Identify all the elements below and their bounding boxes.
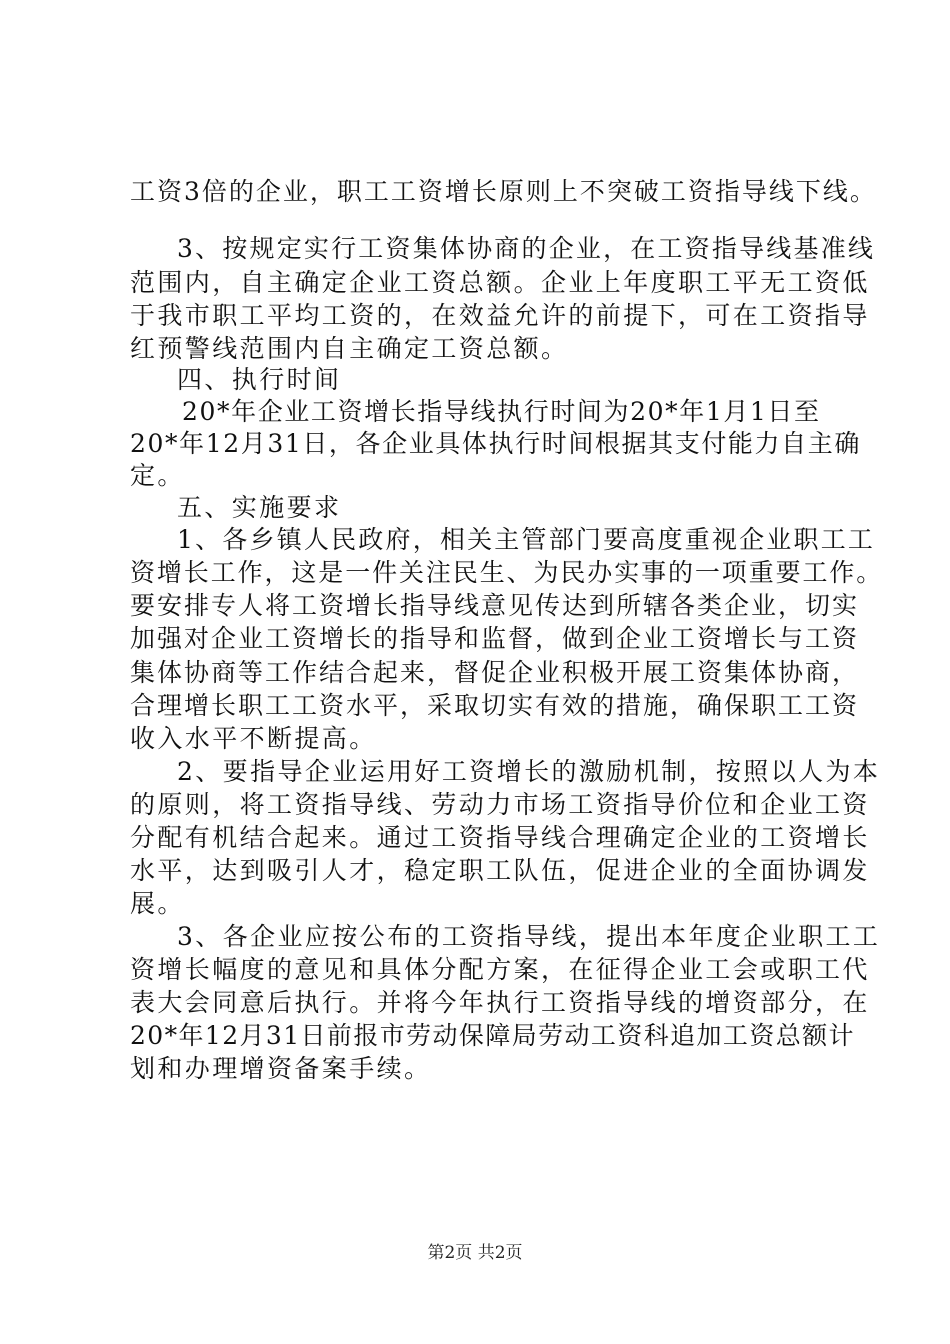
text-line: 表大会同意后执行。并将今年执行工资指导线的增资部分，在 (130, 988, 870, 1017)
text-line: 水平，达到吸引人才，稳定职工队伍，促进企业的全面协调发 (130, 856, 870, 885)
text-line: 加强对企业工资增长的指导和监督，做到企业工资增长与工资 (130, 624, 860, 653)
execution-time-paragraph-start: 20*年企业工资增长指导线执行时间为20*年1月1日至 (182, 397, 821, 426)
text-line: 资增长幅度的意见和具体分配方案，在征得企业工会或职工代 (130, 955, 870, 984)
section-heading-execution-time: 四、执行时间 (177, 365, 342, 394)
text-line: 的原则，将工资指导线、劳动力市场工资指导价位和企业工资 (130, 790, 870, 819)
text-line: 集体协商等工作结合起来，督促企业积极开展工资集体协商， (130, 658, 860, 687)
text-line: 定。 (130, 461, 185, 490)
requirement-3-start: 3、各企业应按公布的工资指导线，提出本年度企业职工工 (177, 922, 881, 951)
text-line: 20*年12月31日前报市劳动保障局劳动工资科追加工资总额计 (130, 1021, 855, 1050)
text-line: 划和办理增资备案手续。 (130, 1054, 432, 1083)
requirement-2-start: 2、要指导企业运用好工资增长的激励机制，按照以人为本 (177, 757, 881, 786)
text-line: 要安排专人将工资增长指导线意见传达到所辖各类企业，切实 (130, 591, 860, 620)
text-line: 于我市职工平均工资的，在效益允许的前提下，可在工资指导 (130, 301, 870, 330)
text-line: 分配有机结合起来。通过工资指导线合理确定企业的工资增长 (130, 823, 870, 852)
text-line: 展。 (130, 889, 185, 918)
paragraph-3-start: 3、按规定实行工资集体协商的企业，在工资指导线基准线 (177, 234, 876, 263)
text-line: 20*年12月31日，各企业具体执行时间根据其支付能力自主确 (130, 429, 861, 458)
requirement-1-start: 1、各乡镇人民政府，相关主管部门要高度重视企业职工工 (177, 525, 876, 554)
section-heading-implementation: 五、实施要求 (177, 493, 342, 522)
text-line: 工资3倍的企业，职工工资增长原则上不突破工资指导线下线。 (130, 177, 877, 206)
text-line: 合理增长职工工资水平，采取切实有效的措施，确保职工工资 (130, 691, 860, 720)
text-line: 收入水平不断提高。 (130, 724, 377, 753)
text-line: 资增长工作，这是一件关注民生、为民办实事的一项重要工作。 (130, 558, 884, 587)
text-line: 范围内，自主确定企业工资总额。企业上年度职工平无工资低 (130, 268, 870, 297)
text-line: 红预警线范围内自主确定工资总额。 (130, 334, 569, 363)
page-number: 第2页 共2页 (427, 1243, 523, 1263)
